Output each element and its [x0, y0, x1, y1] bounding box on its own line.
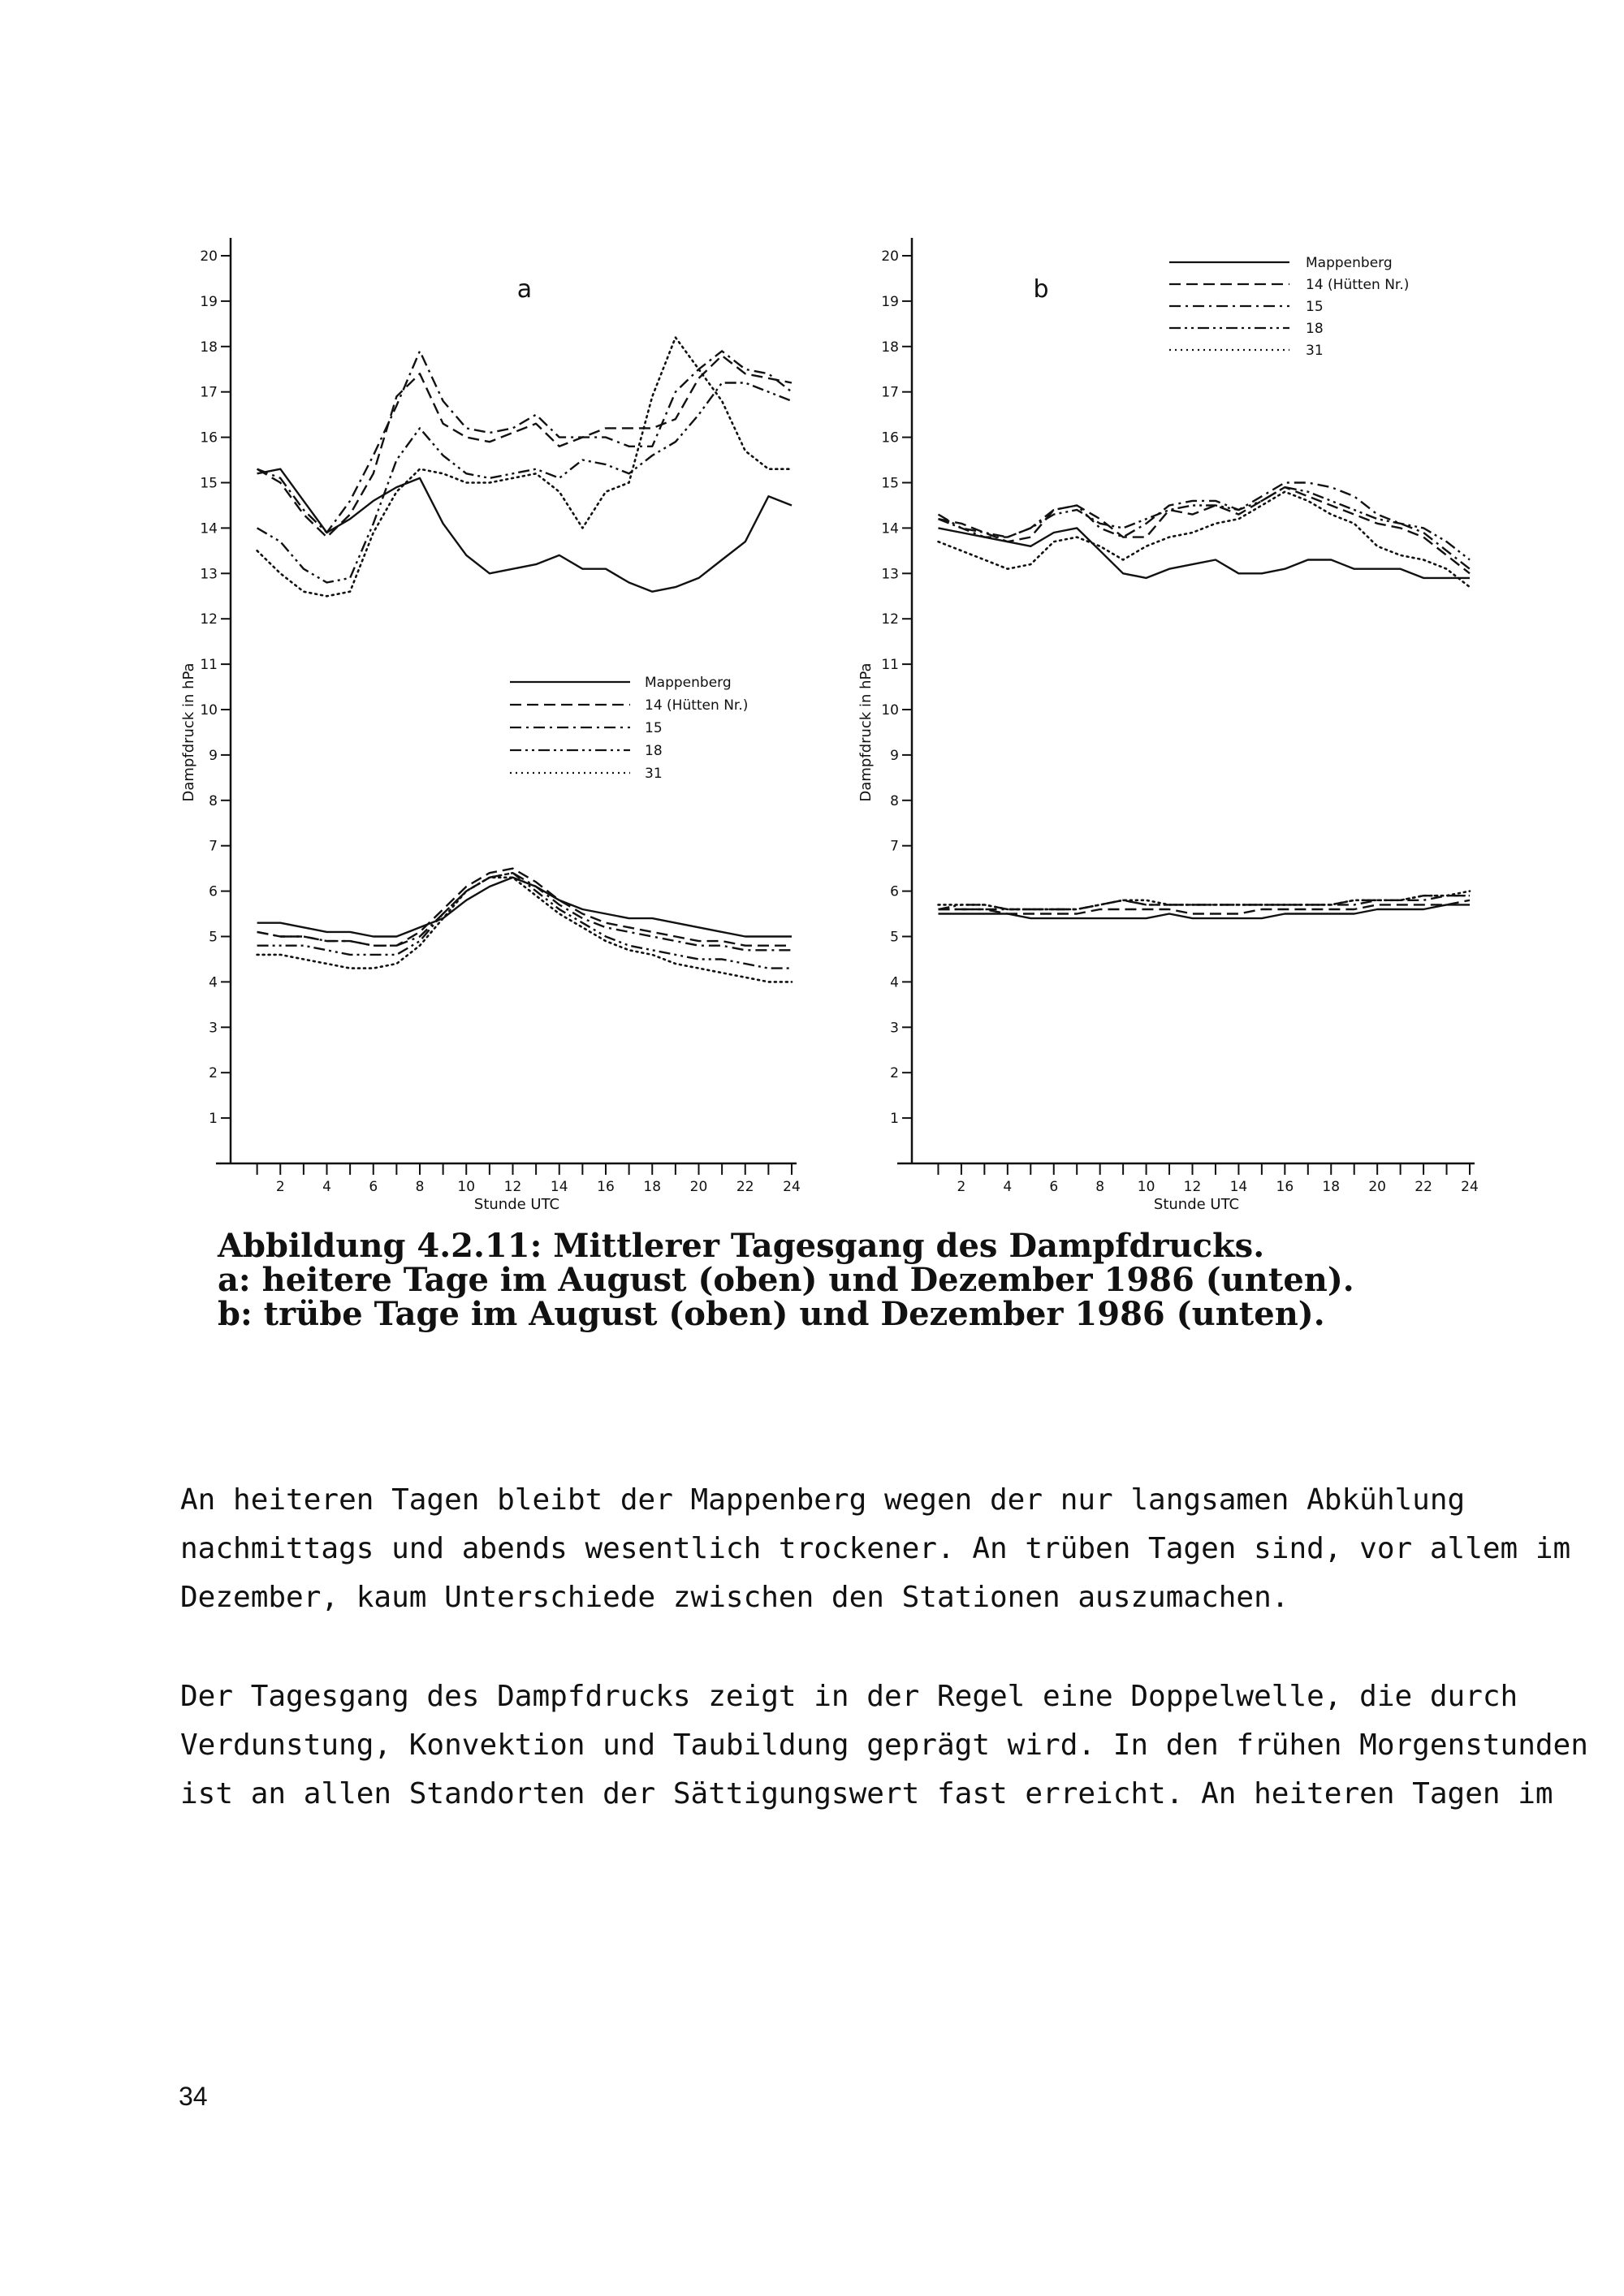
x-tick-label-18: 18 — [1322, 1179, 1341, 1195]
paragraph-1 — [180, 1476, 1571, 1622]
series-b-august-4 — [939, 492, 1471, 587]
legend-label-a-3: 18 — [645, 743, 663, 759]
panel-title-a: a — [516, 275, 533, 304]
y-tick-label-16: 16 — [881, 429, 899, 447]
x-tick-label-12: 12 — [1183, 1179, 1202, 1195]
x-tick-label-4: 4 — [322, 1179, 331, 1195]
y-tick-label-9: 9 — [890, 747, 899, 764]
y-tick-label-3: 3 — [890, 1020, 899, 1037]
x-tick-label-22: 22 — [1415, 1179, 1432, 1195]
legend-label-b-3: 18 — [1306, 321, 1324, 337]
y-tick-label-6: 6 — [890, 883, 899, 900]
x-tick-label-2: 2 — [275, 1179, 285, 1195]
panel-title-b: b — [1033, 275, 1049, 304]
legend-label-a-0: Mappenberg — [645, 675, 732, 691]
y-tick-label-2: 2 — [890, 1065, 899, 1082]
y-tick-label-1: 1 — [209, 1111, 218, 1128]
x-tick-label-18: 18 — [643, 1179, 662, 1195]
y-tick-label-13: 13 — [200, 566, 218, 583]
paragraph-1-line-3: Dezember, kaum Unterschiede zwischen den Stationen auszumachen. — [180, 1581, 1289, 1614]
caption-line-1: Abbildung 4.2.11: Mittlerer Tagesgang des Dampfdrucks. — [218, 1227, 1265, 1265]
series-a-dezember-2 — [257, 873, 792, 950]
series-b-august-3 — [939, 487, 1471, 559]
y-tick-label-5: 5 — [209, 929, 218, 946]
y-tick-label-12: 12 — [200, 611, 218, 628]
series-a-august-4 — [257, 338, 792, 597]
y-tick-label-19: 19 — [881, 293, 899, 310]
y-tick-label-2: 2 — [209, 1065, 218, 1082]
x-tick-label-8: 8 — [415, 1179, 425, 1195]
y-tick-label-14: 14 — [881, 520, 899, 537]
legend-label-b-4: 31 — [1306, 343, 1324, 359]
x-tick-label-14: 14 — [1229, 1179, 1248, 1195]
paragraph-1-line-1: An heiteren Tagen bleibt der Mappenberg wegen der nur langsamen Abkühlung — [180, 1483, 1466, 1517]
y-tick-label-15: 15 — [200, 475, 218, 492]
series-a-august-3 — [257, 383, 792, 583]
x-tick-label-10: 10 — [1137, 1179, 1155, 1195]
y-tick-label-4: 4 — [890, 974, 899, 991]
x-axis-title-a: Stunde UTC — [473, 1196, 560, 1213]
x-tick-label-16: 16 — [597, 1179, 615, 1195]
y-tick-label-15: 15 — [881, 475, 899, 492]
x-tick-label-6: 6 — [1049, 1179, 1059, 1195]
paragraph-2-line-2: Verdunstung, Konvektion und Taubildung geprägt wird. In den frühen Morgenstunden — [180, 1728, 1588, 1762]
paragraph-2-line-1: Der Tagesgang des Dampfdrucks zeigt in der Regel eine Doppelwelle, die durch — [180, 1680, 1518, 1713]
caption-line-2: a: heitere Tage im August (oben) und Dezember 1986 (unten). — [218, 1261, 1354, 1299]
y-tick-label-16: 16 — [200, 429, 218, 447]
y-tick-label-1: 1 — [890, 1111, 899, 1128]
y-tick-label-8: 8 — [890, 792, 899, 809]
y-tick-label-19: 19 — [200, 293, 218, 310]
y-tick-label-12: 12 — [881, 611, 899, 628]
paragraph-2 — [180, 1672, 1588, 1819]
series-a-dezember-1 — [257, 869, 792, 946]
x-tick-label-20: 20 — [689, 1179, 708, 1195]
y-axis-title-a: Dampfdruck in hPa — [180, 662, 197, 802]
y-tick-label-20: 20 — [881, 248, 899, 265]
legend-label-a-2: 15 — [645, 720, 663, 736]
x-tick-label-8: 8 — [1095, 1179, 1105, 1195]
series-b-august-2 — [939, 483, 1471, 569]
y-tick-label-10: 10 — [200, 702, 218, 719]
y-tick-label-3: 3 — [209, 1020, 218, 1037]
y-tick-label-10: 10 — [881, 702, 899, 719]
y-tick-label-9: 9 — [209, 747, 218, 764]
legend-label-b-1: 14 (Hütten Nr.) — [1306, 277, 1410, 293]
y-tick-label-13: 13 — [881, 566, 899, 583]
y-tick-label-20: 20 — [200, 248, 218, 265]
figure-caption — [218, 1229, 1533, 1331]
series-b-dezember-3 — [939, 896, 1471, 909]
x-tick-label-4: 4 — [1003, 1179, 1013, 1195]
chart-b — [857, 238, 1479, 1213]
x-tick-label-6: 6 — [369, 1179, 378, 1195]
legend-label-b-2: 15 — [1306, 299, 1324, 315]
y-tick-label-4: 4 — [209, 974, 218, 991]
y-axis-title-b: Dampfdruck in hPa — [857, 662, 875, 802]
x-tick-label-24: 24 — [1461, 1179, 1479, 1195]
y-tick-label-7: 7 — [209, 838, 218, 855]
y-tick-label-11: 11 — [881, 657, 899, 674]
x-tick-label-10: 10 — [457, 1179, 476, 1195]
series-a-august-0 — [257, 469, 792, 592]
series-b-august-0 — [939, 528, 1471, 578]
paragraph-1-line-2: nachmittags und abends wesentlich trockener. An trüben Tagen sind, vor allem im — [180, 1532, 1571, 1565]
y-tick-label-6: 6 — [209, 883, 218, 900]
chart-a — [180, 238, 801, 1213]
legend-label-a-4: 31 — [645, 766, 663, 782]
series-b-dezember-0 — [939, 904, 1471, 918]
y-tick-label-17: 17 — [881, 384, 899, 401]
x-tick-label-12: 12 — [503, 1179, 522, 1195]
x-tick-label-24: 24 — [783, 1179, 801, 1195]
series-b-dezember-1 — [939, 900, 1471, 914]
y-tick-label-17: 17 — [200, 384, 218, 401]
y-tick-label-5: 5 — [890, 929, 899, 946]
x-tick-label-2: 2 — [957, 1179, 966, 1195]
x-tick-label-20: 20 — [1368, 1179, 1386, 1195]
legend-label-b-0: Mappenberg — [1306, 255, 1393, 271]
x-axis-title-b: Stunde UTC — [1153, 1196, 1240, 1213]
page-number: 34 — [179, 2082, 208, 2111]
x-tick-label-14: 14 — [550, 1179, 568, 1195]
series-a-august-2 — [257, 351, 792, 533]
x-tick-label-22: 22 — [736, 1179, 754, 1195]
y-tick-label-8: 8 — [209, 792, 218, 809]
y-tick-label-14: 14 — [200, 520, 218, 537]
y-tick-label-11: 11 — [200, 657, 218, 674]
y-tick-label-7: 7 — [890, 838, 899, 855]
series-b-dezember-2 — [939, 896, 1471, 909]
legend-label-a-1: 14 (Hütten Nr.) — [645, 697, 749, 714]
x-tick-label-16: 16 — [1276, 1179, 1294, 1195]
y-tick-label-18: 18 — [881, 339, 899, 356]
y-tick-label-18: 18 — [200, 339, 218, 356]
series-a-august-1 — [257, 356, 792, 537]
caption-line-3: b: trübe Tage im August (oben) und Dezember 1986 (unten). — [218, 1295, 1325, 1333]
paragraph-2-line-3: ist an allen Standorten der Sättigungswert fast erreicht. An heiteren Tagen im — [180, 1777, 1553, 1810]
series-b-dezember-4 — [939, 891, 1471, 909]
